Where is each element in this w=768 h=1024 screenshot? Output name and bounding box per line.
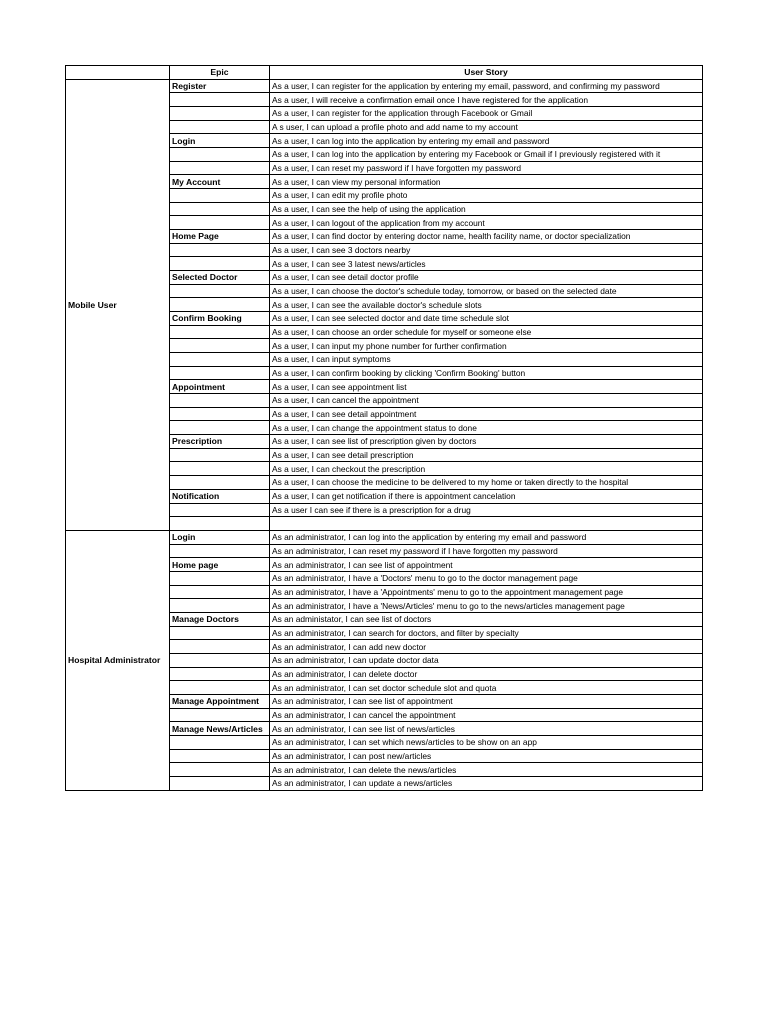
user-story-cell: As a user, I can input my phone number for further confirmation	[270, 339, 703, 353]
user-story-cell: As a user, I can see the help of using the application	[270, 202, 703, 216]
user-story-cell: As an administrator, I can update doctor data	[270, 653, 703, 667]
epic-cell	[170, 776, 270, 790]
epic-cell	[170, 243, 270, 257]
table-row	[66, 79, 703, 93]
user-story-cell: As a user, I can change the appointment status to done	[270, 421, 703, 435]
header-row	[66, 66, 703, 80]
epic-cell: Appointment	[170, 380, 270, 394]
user-story-cell: As a user, I will receive a confirmation email once I have registered for the application	[270, 93, 703, 107]
epic-cell	[170, 366, 270, 380]
epic-cell	[170, 421, 270, 435]
epic-cell	[170, 462, 270, 476]
user-story-cell: As a user, I can input symptoms	[270, 353, 703, 367]
role-cell: Mobile User	[66, 79, 170, 530]
header-story-cell: User Story	[270, 66, 703, 80]
user-story-cell: As a user, I can get notification if there is appointment cancelation	[270, 489, 703, 503]
user-story-cell: As an administrator, I can set which news/articles to be show on an app	[270, 735, 703, 749]
user-story-cell: As a user, I can cancel the appointment	[270, 394, 703, 408]
user-story-cell: As an administrator, I can cancel the appointment	[270, 708, 703, 722]
role-cell: Hospital Administrator	[66, 530, 170, 790]
user-story-cell: As a user, I can log into the application by entering my Facebook or Gmail if I previously registered with it	[270, 148, 703, 162]
epic-cell	[170, 517, 270, 531]
user-story-cell: As a user, I can log into the application by entering my email and password	[270, 134, 703, 148]
table-body	[66, 79, 703, 790]
user-story-table	[65, 65, 703, 791]
user-story-cell: As a user, I can register for the application by entering my email, password, and confirming my password	[270, 79, 703, 93]
user-story-cell: As an administrator, I have a 'Appointments' menu to go to the appointment management page	[270, 585, 703, 599]
user-story-cell: As an administrator, I can post new/articles	[270, 749, 703, 763]
user-story-cell: As a user, I can choose the medicine to be delivered to my home or taken directly to the hospital	[270, 476, 703, 490]
user-story-cell: As an administrator, I can see list of appointment	[270, 558, 703, 572]
user-story-cell: As an administrator, I can log into the application by entering my email and password	[270, 530, 703, 544]
epic-cell: Login	[170, 134, 270, 148]
epic-cell	[170, 626, 270, 640]
user-story-cell: As a user, I can confirm booking by clicking 'Confirm Booking' button	[270, 366, 703, 380]
epic-cell: Login	[170, 530, 270, 544]
epic-cell: Manage News/Articles	[170, 722, 270, 736]
epic-cell	[170, 216, 270, 230]
epic-cell: Manage Appointment	[170, 694, 270, 708]
epic-cell	[170, 599, 270, 613]
epic-cell	[170, 148, 270, 162]
epic-cell	[170, 202, 270, 216]
user-story-cell: As an administrator, I have a 'News/Articles' menu to go to the news/articles management page	[270, 599, 703, 613]
user-story-cell: As a user, I can see the available doctor's schedule slots	[270, 298, 703, 312]
user-story-cell: As a user, I can see detail prescription	[270, 448, 703, 462]
epic-cell	[170, 161, 270, 175]
epic-cell	[170, 749, 270, 763]
header-epic-cell: Epic	[170, 66, 270, 80]
user-story-cell: As a user, I can choose the doctor's schedule today, tomorrow, or based on the selected date	[270, 284, 703, 298]
epic-cell	[170, 120, 270, 134]
epic-cell	[170, 107, 270, 121]
epic-cell	[170, 93, 270, 107]
epic-cell	[170, 284, 270, 298]
user-story-cell: As an administrator, I have a 'Doctors' menu to go to the doctor management page	[270, 571, 703, 585]
user-story-cell: As a user, I can register for the application through Facebook or Gmail	[270, 107, 703, 121]
user-story-cell: As a user, I can edit my profile photo	[270, 189, 703, 203]
user-story-cell: As an administator, I can see list of doctors	[270, 612, 703, 626]
epic-cell	[170, 189, 270, 203]
epic-cell: Home page	[170, 558, 270, 572]
user-story-cell: As an administrator, I can set doctor schedule slot and quota	[270, 681, 703, 695]
epic-cell	[170, 667, 270, 681]
epic-cell	[170, 394, 270, 408]
epic-cell	[170, 448, 270, 462]
user-story-cell	[270, 517, 703, 531]
user-story-cell: As an administrator, I can search for doctors, and filter by specialty	[270, 626, 703, 640]
epic-cell	[170, 298, 270, 312]
epic-cell: Manage Doctors	[170, 612, 270, 626]
epic-cell	[170, 653, 270, 667]
epic-cell	[170, 353, 270, 367]
epic-cell	[170, 571, 270, 585]
user-story-cell: As a user, I can checkout the prescription	[270, 462, 703, 476]
epic-cell: My Account	[170, 175, 270, 189]
epic-cell	[170, 708, 270, 722]
epic-cell	[170, 640, 270, 654]
user-story-cell: As an administrator, I can delete the news/articles	[270, 763, 703, 777]
user-story-cell: As a user, I can see 3 latest news/articles	[270, 257, 703, 271]
user-story-cell: As a user, I can see appointment list	[270, 380, 703, 394]
epic-cell	[170, 681, 270, 695]
user-story-cell: As a user, I can see detail doctor profile	[270, 271, 703, 285]
epic-cell	[170, 325, 270, 339]
user-story-cell: As a user, I can see 3 doctors nearby	[270, 243, 703, 257]
user-story-cell: As a user, I can see selected doctor and date time schedule slot	[270, 312, 703, 326]
user-story-cell: As a user, I can choose an order schedule for myself or someone else	[270, 325, 703, 339]
user-story-cell: As an administrator, I can update a news/articles	[270, 776, 703, 790]
user-story-cell: As a user, I can view my personal information	[270, 175, 703, 189]
epic-cell: Home Page	[170, 230, 270, 244]
epic-cell	[170, 585, 270, 599]
epic-cell: Selected Doctor	[170, 271, 270, 285]
user-story-cell: As a user I can see if there is a prescription for a drug	[270, 503, 703, 517]
epic-cell	[170, 763, 270, 777]
epic-cell: Confirm Booking	[170, 312, 270, 326]
epic-cell: Register	[170, 79, 270, 93]
user-story-cell: As a user, I can logout of the application from my account	[270, 216, 703, 230]
user-story-cell: As a user, I can find doctor by entering doctor name, health facility name, or doctor specialization	[270, 230, 703, 244]
epic-cell	[170, 503, 270, 517]
header-role-cell	[66, 66, 170, 80]
user-story-cell: As an administrator, I can delete doctor	[270, 667, 703, 681]
user-story-cell: As a user, I can reset my password if I have forgotten my password	[270, 161, 703, 175]
user-story-cell: As an administrator, I can see list of appointment	[270, 694, 703, 708]
user-story-cell: As a user, I can see detail appointment	[270, 407, 703, 421]
epic-cell: Notification	[170, 489, 270, 503]
user-story-cell: As an administrator, I can add new doctor	[270, 640, 703, 654]
user-story-cell: As a user, I can see list of prescription given by doctors	[270, 435, 703, 449]
user-story-cell: As an administrator, I can reset my password if I have forgotten my password	[270, 544, 703, 558]
table-row	[66, 530, 703, 544]
user-story-cell: As an administrator, I can see list of news/articles	[270, 722, 703, 736]
epic-cell	[170, 407, 270, 421]
epic-cell	[170, 544, 270, 558]
epic-cell	[170, 339, 270, 353]
epic-cell	[170, 257, 270, 271]
user-story-cell: A s user, I can upload a profile photo and add name to my account	[270, 120, 703, 134]
epic-cell	[170, 735, 270, 749]
epic-cell: Prescription	[170, 435, 270, 449]
epic-cell	[170, 476, 270, 490]
